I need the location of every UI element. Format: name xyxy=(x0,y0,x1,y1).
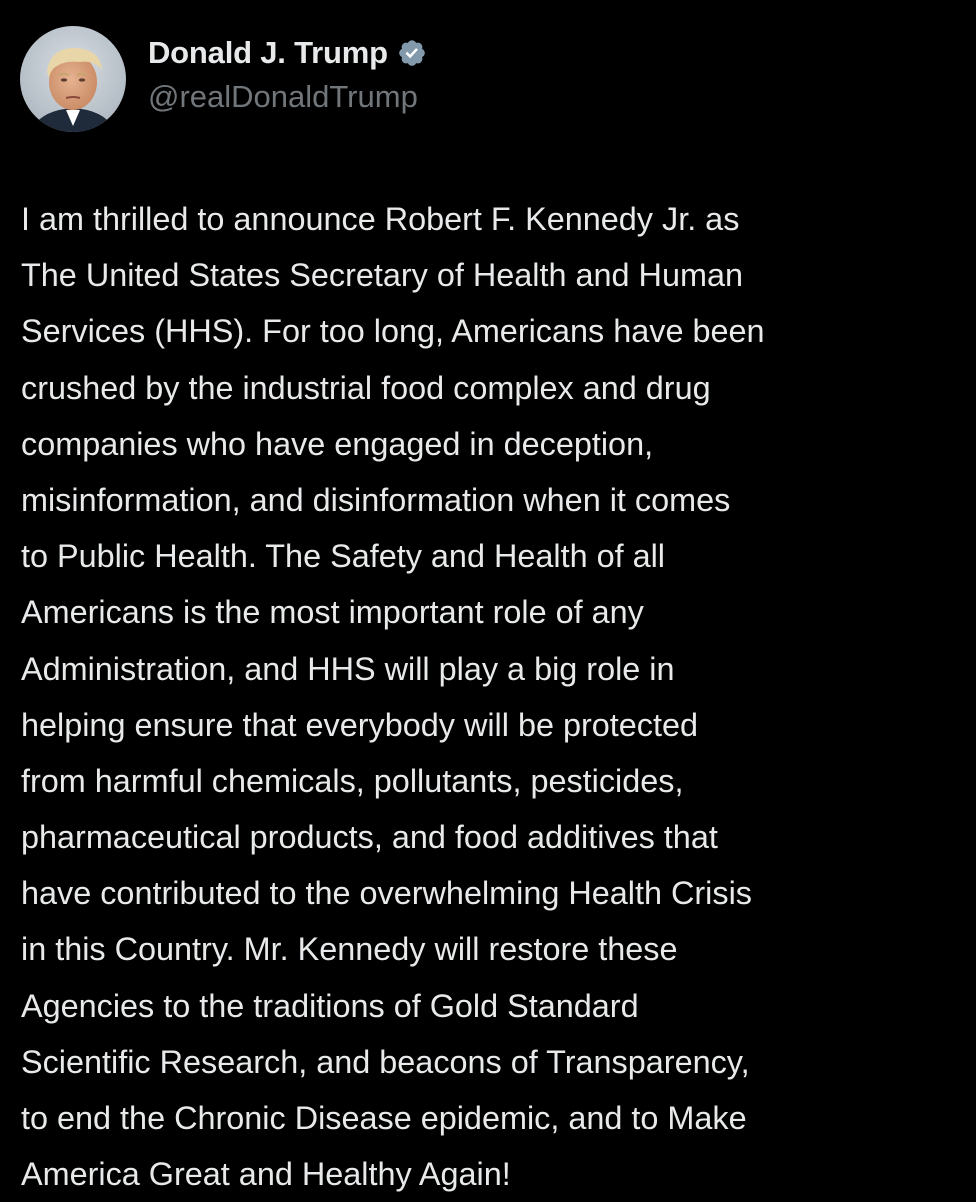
tweet-text-line: America Great and Healthy Again! xyxy=(21,1156,511,1193)
tweet-text-line: companies who have engaged in deception, xyxy=(21,425,654,462)
tweet-text-line: I am thrilled to announce Robert F. Kennedy Jr. as xyxy=(21,201,740,237)
tweet-text-line: helping ensure that everybody will be protected xyxy=(21,706,699,743)
tweet-text-line: to end the Chronic Disease epidemic, and to Make xyxy=(21,1100,747,1136)
tweet-text-line: Scientific Research, and beacons of Transparency, xyxy=(21,1043,750,1080)
tweet-text-line: Americans is the most important role of any xyxy=(21,594,644,631)
tweet-text-line: to Public Health. The Safety and Health of all xyxy=(21,538,666,575)
author-names xyxy=(148,33,427,117)
tweet-text-line: The United States Secretary of Health and Human xyxy=(21,257,743,294)
tweet-text xyxy=(21,191,971,1202)
tweet-header xyxy=(20,26,427,132)
tweet-text-line: Services (HHS). For too long, Americans have been xyxy=(21,313,765,350)
tweet-text-line: misinformation, and disinformation when it comes xyxy=(21,481,731,518)
verified-badge-icon xyxy=(397,38,427,68)
name-row xyxy=(148,33,427,73)
profile-avatar[interactable] xyxy=(20,26,126,132)
tweet-text-line: in this Country. Mr. Kennedy will restore these xyxy=(21,931,678,968)
tweet-text-line: have contributed to the overwhelming Health Crisis xyxy=(21,875,752,912)
tweet-text-line: Administration, and HHS will play a big role in xyxy=(21,650,675,687)
tweet-text-line: Agencies to the traditions of Gold Standard xyxy=(21,987,639,1024)
author-handle[interactable]: @realDonaldTrump xyxy=(148,79,418,114)
tweet-text-line: pharmaceutical products, and food additives that xyxy=(21,819,718,856)
tweet-text-line: from harmful chemicals, pollutants, pesticides, xyxy=(21,762,684,799)
author-display-name[interactable]: Donald J. Trump xyxy=(148,35,388,70)
tweet-text-line: crushed by the industrial food complex and drug xyxy=(21,369,711,406)
